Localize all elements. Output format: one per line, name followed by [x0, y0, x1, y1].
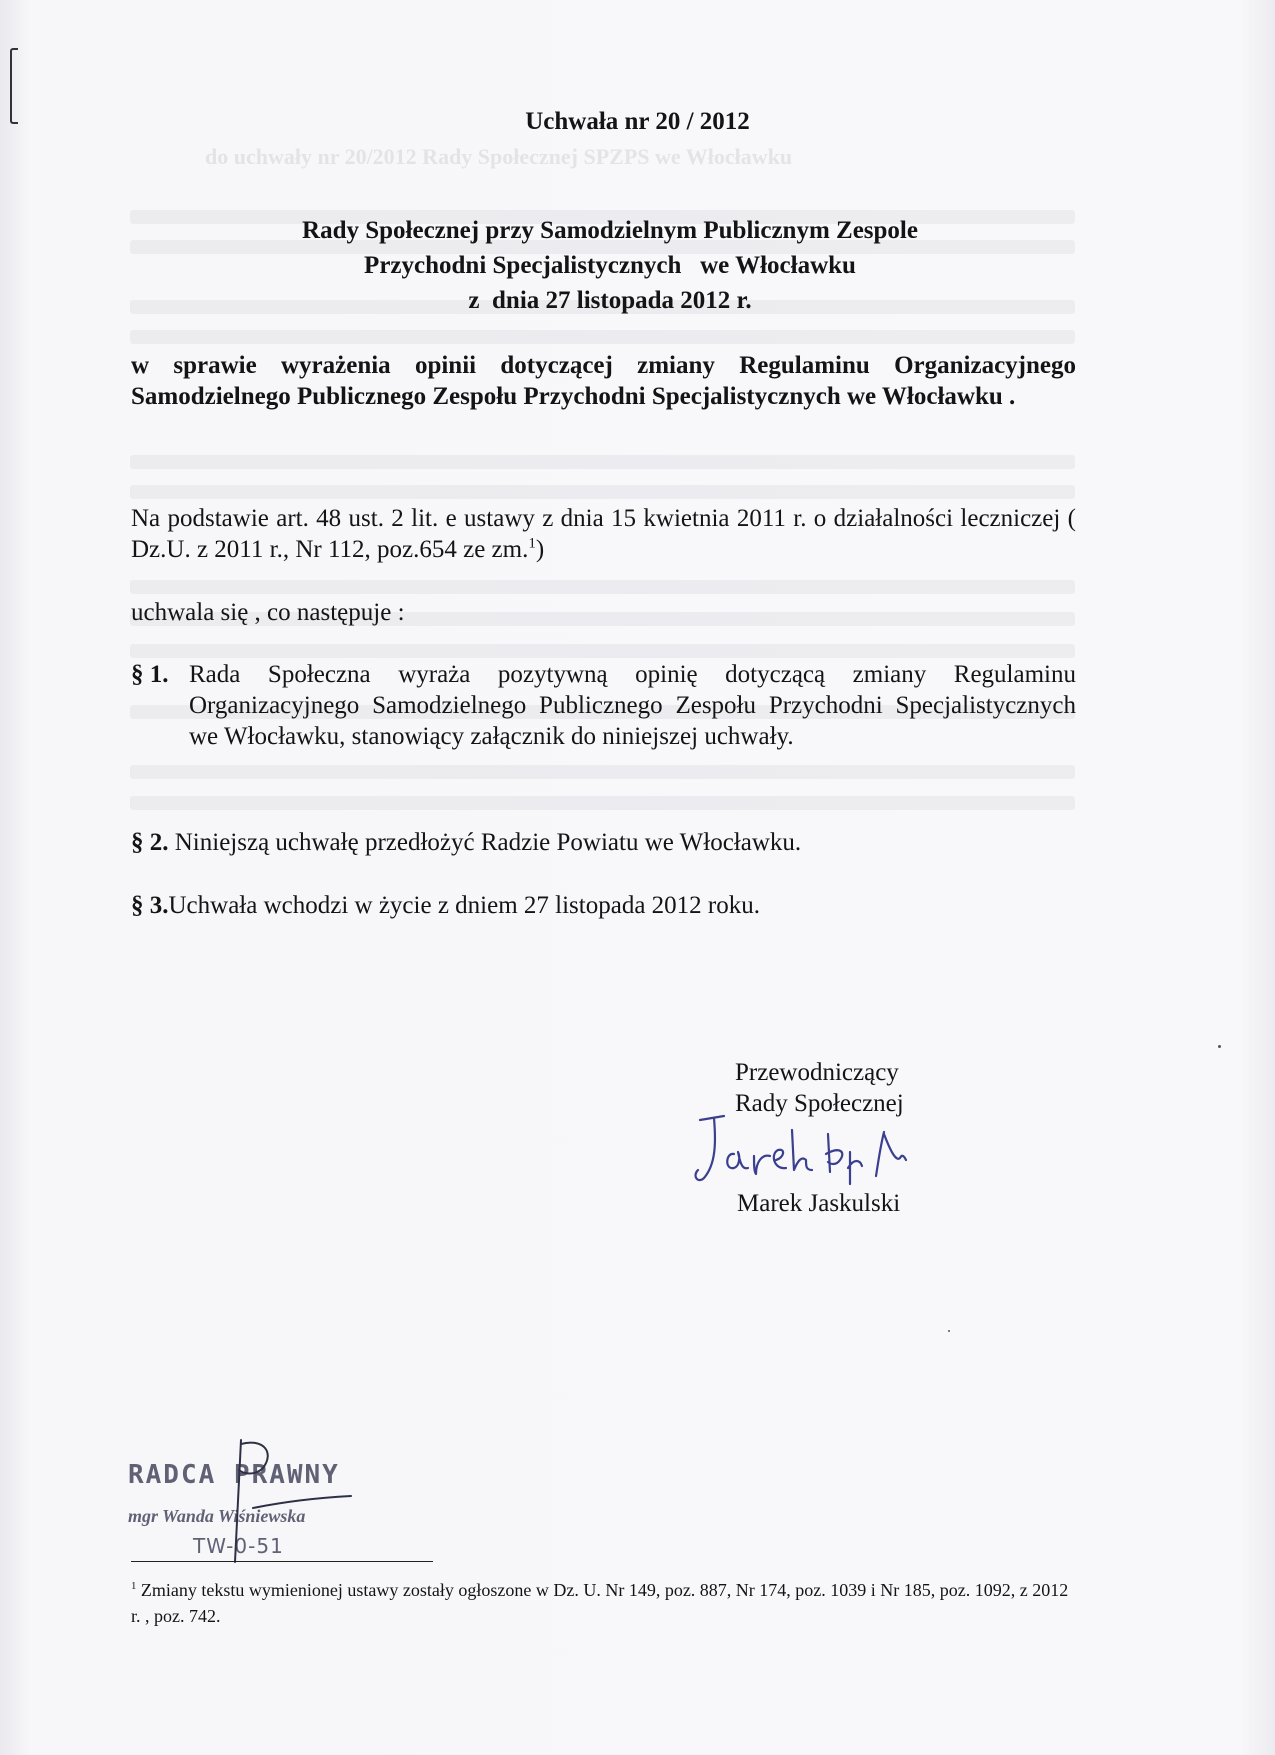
- signatory-name: Marek Jaskulski: [737, 1190, 901, 1217]
- stamp-name: mgr Wanda Wiśniewska: [128, 1506, 306, 1526]
- paragraph-1: [131, 659, 1076, 750]
- signatory-title: Przewodniczący: [735, 1059, 899, 1086]
- heading-line-council: Rady Społecznej przy Samodzielnym Publicznym Zespole: [302, 217, 918, 244]
- show-through-line: [130, 580, 1075, 594]
- legal-basis: [131, 504, 1076, 565]
- show-through-line: [130, 765, 1075, 779]
- paragraph-text: Niniejszą uchwałę przedłożyć Radzie Powiatu we Włocławku.: [168, 829, 802, 856]
- heading-line-date: z dnia 27 listopada 2012 r.: [468, 287, 752, 314]
- footnote-reference: 1: [528, 535, 536, 552]
- paragraph-number: § 3.: [131, 892, 169, 919]
- handwritten-signature: [690, 1112, 950, 1192]
- show-through-line: [130, 485, 1075, 499]
- resolution-heading: [170, 213, 1050, 318]
- heading-line-institution: Przychodni Specjalistycznych we Włocławku: [364, 252, 856, 279]
- resolution-subject: w sprawie wyrażenia opinii dotyczącej zmiany Regulaminu Organizacyjnego Samodzielnego Publicznego Zespołu Przychodni Specjalistycznych we Włocławku .: [131, 352, 1076, 410]
- footnote-text: Zmiany tekstu wymienionej ustawy zostały ogłoszone w Dz. U. Nr 149, poz. 887, Nr 174, poz. 1039 i Nr 185, poz. 1092, z 2012 r. , poz. 742.: [131, 1580, 1069, 1626]
- show-through-text: do uchwały nr 20/2012 Rady Społecznej SPZPS we Włocławku: [205, 144, 793, 169]
- legal-basis-text: Na podstawie art. 48 ust. 2 lit. e ustawy z dnia 15 kwietnia 2011 r. o działalności leczniczej ( Dz.U. z 2011 r., Nr 112, poz.654 ze zm.: [131, 505, 1076, 563]
- footnote: [131, 1577, 1076, 1629]
- resolves-clause: uchwala się , co następuje :: [131, 599, 405, 626]
- legal-basis-close: ): [535, 535, 545, 563]
- paper-speck: [948, 1330, 950, 1332]
- resolution-title: Uchwała nr 20 / 2012: [525, 108, 750, 135]
- paragraph-text: Rada Społeczna wyraża pozytywną opinię dotyczącą zmiany Regulaminu Organizacyjnego Samodzielnego Publicznego Zespołu Przychodni Specjalistycznych we Włocławku, stanowiący załącznik do niniejszej uchwały.: [189, 661, 1076, 750]
- stamp-signature: [223, 1438, 373, 1568]
- paragraph-3: [131, 890, 1076, 921]
- show-through-line: [130, 796, 1075, 810]
- footnote-separator: [131, 1561, 433, 1562]
- legal-counsel-stamp: [128, 1460, 428, 1580]
- paragraph-2: [131, 827, 1076, 858]
- paragraph-number: § 1.: [131, 661, 169, 688]
- paragraph-text: Uchwała wchodzi w życie z dniem 27 listopada 2012 roku.: [168, 892, 760, 919]
- stamp-number: TW-0-51: [193, 1534, 284, 1558]
- stamp-title: RADCA PRAWNY: [128, 1460, 340, 1490]
- show-through-line: [130, 455, 1075, 469]
- footnote-mark: 1: [131, 1580, 137, 1592]
- signatory-role: [735, 1057, 904, 1119]
- paper-speck: [1218, 1045, 1221, 1048]
- signatory-council: Rady Społecznej: [735, 1090, 904, 1117]
- paragraph-number: § 2.: [131, 829, 169, 856]
- show-through-line: [130, 644, 1075, 658]
- show-through-line: [130, 330, 1075, 344]
